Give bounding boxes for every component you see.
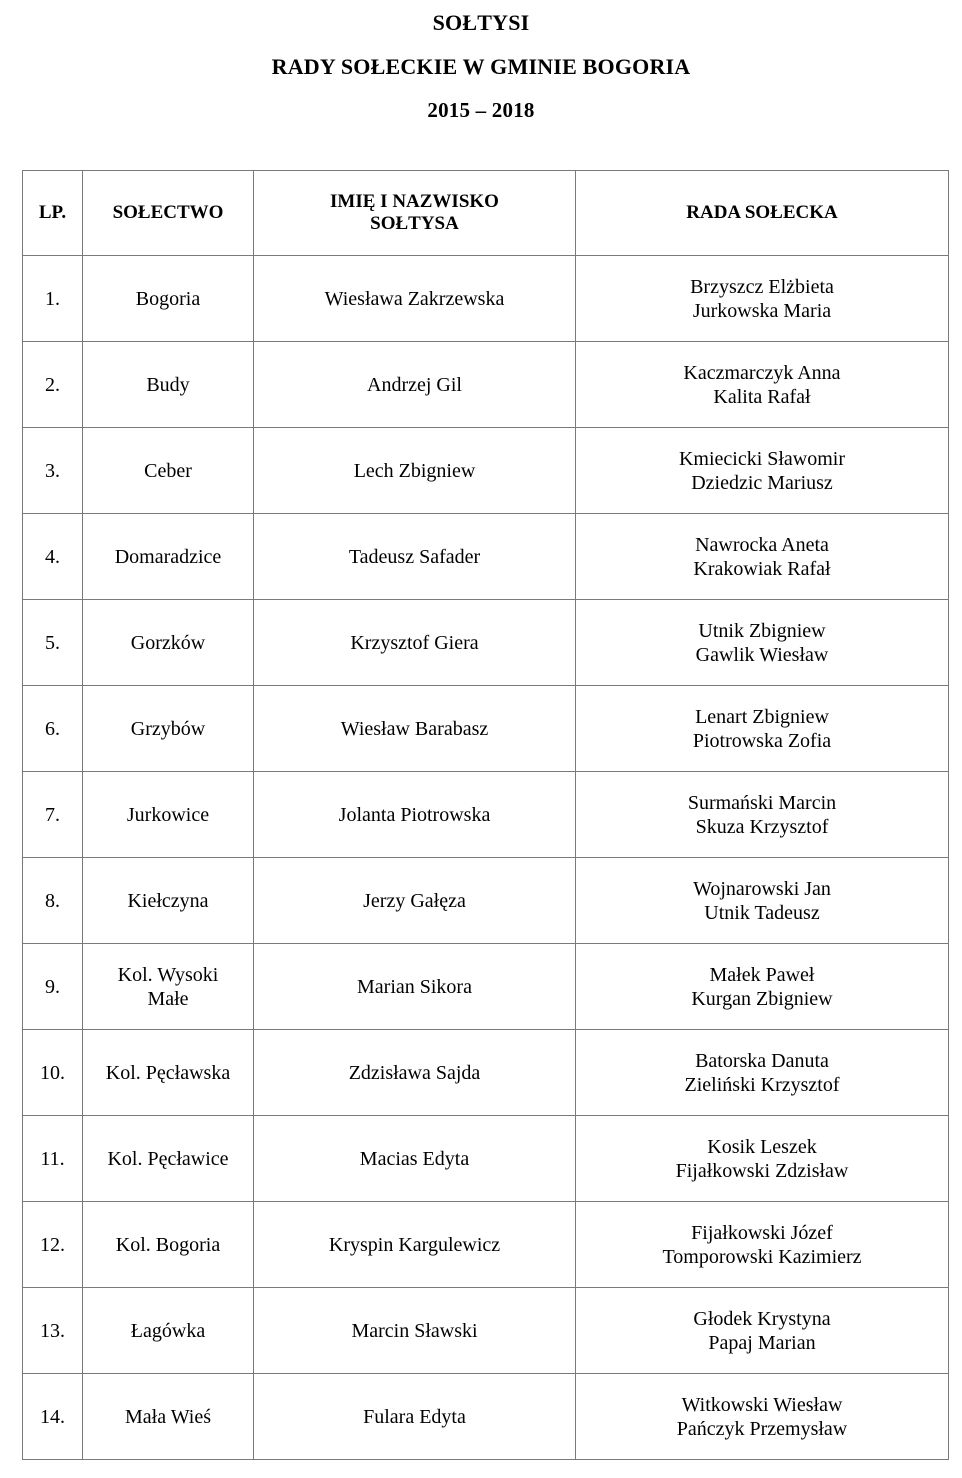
table-header-row [23,171,949,256]
document-title-line-1: SOŁTYSI [432,10,530,35]
cell-soltys-name: Marian Sikora [254,944,576,1030]
table-row [23,686,949,772]
document-title-line-2: RADY SOŁECKIE W GMINIE BOGORIA [271,54,691,79]
cell-rada-member-2: Krakowiak Rafał [693,557,831,580]
cell-rada-member-2: Pańczyk Przemysław [676,1417,848,1440]
cell-solectwo [83,1116,254,1202]
cell-soltys-name: Wiesław Barabasz [254,686,576,772]
cell-rada-solecka [576,1288,949,1374]
table-row [23,1202,949,1288]
cell-solectwo [83,342,254,428]
table-row [23,1116,949,1202]
cell-solectwo [83,514,254,600]
document-title-block [0,0,962,121]
cell-solectwo [83,1374,254,1460]
table-row [23,1030,949,1116]
table-row [23,514,949,600]
cell-solectwo [83,1202,254,1288]
cell-solectwo-line-1: Gorzków [130,631,206,654]
cell-soltys-name: Fulara Edyta [254,1374,576,1460]
cell-soltys-name: Marcin Sławski [254,1288,576,1374]
soltysi-table-container [22,170,948,1460]
cell-lp: 4. [23,514,83,600]
cell-solectwo-line-1: Ceber [144,459,192,482]
soltysi-table [22,170,949,1460]
cell-solectwo-line-1: Kol. Wysoki [117,963,219,986]
cell-solectwo-line-1: Kiełczyna [127,889,209,912]
cell-solectwo-line-1: Mała Wieś [124,1405,212,1428]
table-body [23,256,949,1460]
cell-rada-member-2: Kurgan Zbigniew [691,987,833,1010]
cell-lp: 3. [23,428,83,514]
cell-soltys-name: Jerzy Gałęza [254,858,576,944]
cell-rada-solecka [576,428,949,514]
cell-solectwo-line-1: Kol. Pęcławice [107,1147,229,1170]
cell-solectwo-line-1: Kol. Bogoria [115,1233,221,1256]
cell-rada-member-2: Skuza Krzysztof [695,815,829,838]
cell-lp: 9. [23,944,83,1030]
cell-rada-solecka [576,1116,949,1202]
cell-lp: 6. [23,686,83,772]
cell-rada-member-1: Surmański Marcin [687,791,837,814]
cell-rada-member-1: Utnik Zbigniew [698,619,826,642]
cell-lp: 12. [23,1202,83,1288]
cell-rada-solecka [576,1202,949,1288]
cell-rada-solecka [576,772,949,858]
column-header-soltys [254,171,576,256]
cell-rada-member-1: Brzyszcz Elżbieta [690,275,834,298]
cell-soltys-name: Krzysztof Giera [254,600,576,686]
cell-rada-solecka [576,600,949,686]
cell-lp: 13. [23,1288,83,1374]
cell-solectwo [83,858,254,944]
document-title-line-3: 2015 – 2018 [427,98,535,122]
cell-solectwo-line-1: Jurkowice [126,803,210,826]
cell-rada-member-1: Fijałkowski Józef [691,1221,833,1244]
cell-rada-solecka [576,1374,949,1460]
cell-rada-member-2: Kalita Rafał [713,385,811,408]
cell-solectwo [83,686,254,772]
cell-lp: 14. [23,1374,83,1460]
cell-lp: 7. [23,772,83,858]
cell-rada-member-2: Tomporowski Kazimierz [662,1245,862,1268]
cell-soltys-name: Jolanta Piotrowska [254,772,576,858]
cell-soltys-name: Wiesława Zakrzewska [254,256,576,342]
cell-rada-member-2: Utnik Tadeusz [704,901,820,924]
cell-rada-member-1: Kosik Leszek [707,1135,817,1158]
cell-solectwo [83,428,254,514]
cell-rada-solecka [576,1030,949,1116]
cell-rada-member-2: Dziedzic Mariusz [691,471,833,494]
cell-lp: 8. [23,858,83,944]
cell-rada-member-2: Fijałkowski Zdzisław [675,1159,849,1182]
cell-rada-member-1: Batorska Danuta [695,1049,829,1072]
column-header-solectwo: SOŁECTWO [83,171,254,256]
cell-soltys-name: Kryspin Kargulewicz [254,1202,576,1288]
cell-soltys-name: Andrzej Gil [254,342,576,428]
cell-rada-member-1: Nawrocka Aneta [695,533,829,556]
cell-lp: 10. [23,1030,83,1116]
cell-solectwo [83,600,254,686]
cell-soltys-name: Zdzisława Sajda [254,1030,576,1116]
cell-rada-member-1: Głodek Krystyna [693,1307,831,1330]
cell-soltys-name: Tadeusz Safader [254,514,576,600]
cell-lp: 1. [23,256,83,342]
cell-rada-member-1: Wojnarowski Jan [693,877,831,900]
cell-solectwo [83,1288,254,1374]
cell-rada-solecka [576,514,949,600]
cell-lp: 5. [23,600,83,686]
cell-rada-member-2: Papaj Marian [708,1331,816,1354]
table-row [23,342,949,428]
table-row [23,772,949,858]
cell-rada-member-1: Kaczmarczyk Anna [683,361,841,384]
cell-solectwo-line-1: Grzybów [130,717,206,740]
cell-soltys-name: Macias Edyta [254,1116,576,1202]
column-header-soltys-line-2: SOŁTYSA [370,213,459,234]
cell-soltys-name: Lech Zbigniew [254,428,576,514]
cell-rada-solecka [576,858,949,944]
cell-solectwo [83,1030,254,1116]
table-header [23,171,949,256]
table-row [23,944,949,1030]
cell-rada-solecka [576,342,949,428]
cell-rada-member-2: Piotrowska Zofia [692,729,832,752]
cell-solectwo-line-1: Bogoria [135,287,201,310]
cell-solectwo-line-2: Małe [147,987,189,1010]
table-row [23,256,949,342]
cell-rada-member-1: Małek Paweł [709,963,815,986]
cell-rada-solecka [576,256,949,342]
column-header-lp: LP. [23,171,83,256]
cell-solectwo-line-1: Kol. Pęcławska [105,1061,231,1084]
cell-solectwo [83,772,254,858]
cell-rada-member-2: Jurkowska Maria [692,299,832,322]
column-header-rada: RADA SOŁECKA [576,171,949,256]
cell-solectwo-line-1: Budy [146,373,190,396]
cell-lp: 2. [23,342,83,428]
cell-rada-solecka [576,944,949,1030]
table-row [23,1288,949,1374]
cell-rada-member-1: Kmiecicki Sławomir [678,447,846,470]
cell-lp: 11. [23,1116,83,1202]
cell-rada-member-1: Witkowski Wiesław [681,1393,843,1416]
cell-rada-member-2: Zieliński Krzysztof [684,1073,840,1096]
cell-solectwo-line-1: Domaradzice [114,545,222,568]
table-row [23,428,949,514]
cell-solectwo [83,256,254,342]
table-row [23,600,949,686]
cell-rada-member-2: Gawlik Wiesław [695,643,829,666]
cell-solectwo-line-1: Łagówka [130,1319,206,1342]
cell-rada-member-1: Lenart Zbigniew [695,705,829,728]
cell-solectwo [83,944,254,1030]
cell-rada-solecka [576,686,949,772]
column-header-soltys-line-1: IMIĘ I NAZWISKO [330,191,499,213]
table-row [23,858,949,944]
table-row [23,1374,949,1460]
